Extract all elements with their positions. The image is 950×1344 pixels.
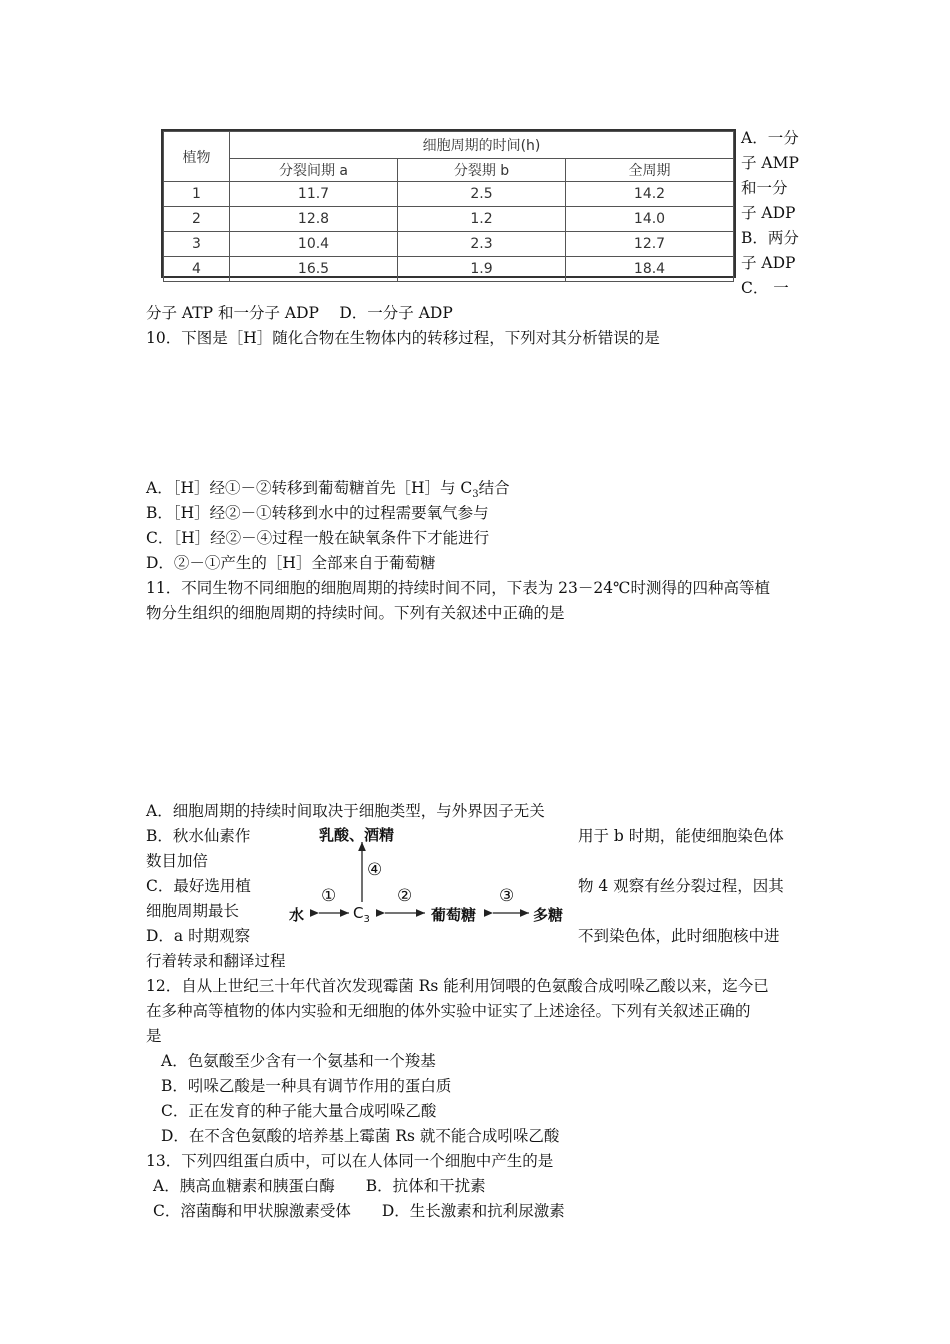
q11-option-a: A．细胞周期的持续时间取决于细胞类型，与外界因子无关 xyxy=(146,802,545,820)
q10-option-c: C．［H］经②－④过程一般在缺氧条件下才能进行 xyxy=(146,529,490,547)
q12-stem-cont: 在多种高等植物的体内实验和无细胞的体外实验中证实了上述途径。下列有关叙述正确的 xyxy=(146,1002,751,1020)
table-row xyxy=(164,232,734,257)
table-row xyxy=(164,257,734,282)
cell: 12.7 xyxy=(566,232,734,257)
table-row xyxy=(164,182,734,207)
q9-option-line: 和一分 xyxy=(741,179,788,197)
q11-option-c: C．最好选用植 xyxy=(146,877,251,895)
q11-option-d-cont: 行着转录和翻译过程 xyxy=(146,952,286,970)
q11-option-b: B．秋水仙素作 xyxy=(146,827,251,845)
cell: 3 xyxy=(164,232,230,257)
q10-option-b: B．［H］经②－①转移到水中的过程需要氧气参与 xyxy=(146,504,489,522)
cell: 2.3 xyxy=(398,232,566,257)
q13-stem: 13．下列四组蛋白质中，可以在人体同一个细胞中产生的是 xyxy=(146,1152,554,1170)
q11-option-b-cont: 数目加倍 xyxy=(146,852,209,870)
q9-option-line: 子 AMP xyxy=(741,154,799,172)
cell: 11.7 xyxy=(230,182,398,207)
q10-option-a xyxy=(146,478,510,501)
q12-stem: 12．自从上世纪三十年代首次发现霉菌 Rs 能利用饲喂的色氨酸合成吲哚乙酸以来，迄今已 xyxy=(146,977,769,995)
header-plant: 植物 xyxy=(164,132,230,182)
lactate-alcohol-label: 乳酸、酒精 xyxy=(319,826,395,844)
q10-option-d: D．②－①产生的［H］全部来自于葡萄糖 xyxy=(146,554,436,572)
cell: 4 xyxy=(164,257,230,282)
q12-option-a: A．色氨酸至少含有一个氨基和一个羧基 xyxy=(161,1052,436,1070)
cell: 1 xyxy=(164,182,230,207)
polysaccharide-label: 多糖 xyxy=(533,906,564,924)
c3-text: C xyxy=(353,904,364,922)
q9-option-line: B．两分 xyxy=(741,229,799,247)
step-2-label: ② xyxy=(397,886,413,906)
c3-label xyxy=(353,904,370,925)
header-cycle-time: 细胞周期的时间(h) xyxy=(230,132,734,159)
q11-stem: 11．不同生物不同细胞的细胞周期的持续时间不同，下表为 23－24℃时测得的四种高等植 xyxy=(146,579,770,597)
q11-option-c-cont: 细胞周期最长 xyxy=(146,902,240,920)
q10-a-sub: 3 xyxy=(472,489,479,500)
cell: 18.4 xyxy=(566,257,734,282)
q12-option-c: C．正在发育的种子能大量合成吲哚乙酸 xyxy=(161,1102,437,1120)
header-total: 全周期 xyxy=(566,159,734,182)
step-1-label: ① xyxy=(321,886,337,906)
q9-option-line: A．一分 xyxy=(741,129,799,147)
glucose-label: 葡萄糖 xyxy=(431,906,477,924)
q9-option-line: 子 ADP xyxy=(741,204,796,222)
q10-a-text-end: 结合 xyxy=(478,479,510,497)
cell: 1.9 xyxy=(398,257,566,282)
h-transfer-diagram xyxy=(285,818,575,928)
q9-option-cont: 分子 ATP 和一分子 ADP D．一分子 ADP xyxy=(146,304,453,322)
header-interphase: 分裂间期 a xyxy=(230,159,398,182)
q11-option-c-right: 物 4 观察有丝分裂过程，因其 xyxy=(578,877,784,895)
q12-option-d: D．在不含色氨酸的培养基上霉菌 Rs 就不能合成吲哚乙酸 xyxy=(161,1127,560,1145)
cell: 14.2 xyxy=(566,182,734,207)
q13-options-cd: C．溶菌酶和甲状腺激素受体 D．生长激素和抗利尿激素 xyxy=(153,1202,565,1220)
c3-sub: 3 xyxy=(363,914,370,925)
q11-option-b-right: 用于 b 时期，能使细胞染色体 xyxy=(578,827,784,845)
q9-option-line: 子 ADP xyxy=(741,254,796,272)
q12-option-b: B．吲哚乙酸是一种具有调节作用的蛋白质 xyxy=(161,1077,452,1095)
cell: 14.0 xyxy=(566,207,734,232)
q13-options-ab: A．胰高血糖素和胰蛋白酶 B．抗体和干扰素 xyxy=(153,1177,486,1195)
q9-option-line: C． 一 xyxy=(741,279,789,297)
q12-stem-cont2: 是 xyxy=(146,1027,162,1045)
q10-a-text: A．［H］经①－②转移到葡萄糖首先［H］与 C xyxy=(146,479,473,497)
cell: 10.4 xyxy=(230,232,398,257)
q10-stem: 10．下图是［H］随化合物在生物体内的转移过程，下列对其分析错误的是 xyxy=(146,329,660,347)
cell-cycle-table xyxy=(161,129,736,278)
header-division: 分裂期 b xyxy=(398,159,566,182)
cell: 1.2 xyxy=(398,207,566,232)
q11-option-d-right: 不到染色体，此时细胞核中进 xyxy=(578,927,780,945)
step-4-label: ④ xyxy=(367,860,383,880)
cell: 12.8 xyxy=(230,207,398,232)
q11-stem-cont: 物分生组织的细胞周期的持续时间。下列有关叙述中正确的是 xyxy=(146,604,565,622)
cell: 2 xyxy=(164,207,230,232)
step-3-label: ③ xyxy=(499,886,515,906)
q11-option-d: D．a 时期观察 xyxy=(146,927,251,945)
table-row xyxy=(164,207,734,232)
cell: 16.5 xyxy=(230,257,398,282)
water-label: 水 xyxy=(289,906,305,924)
cell: 2.5 xyxy=(398,182,566,207)
